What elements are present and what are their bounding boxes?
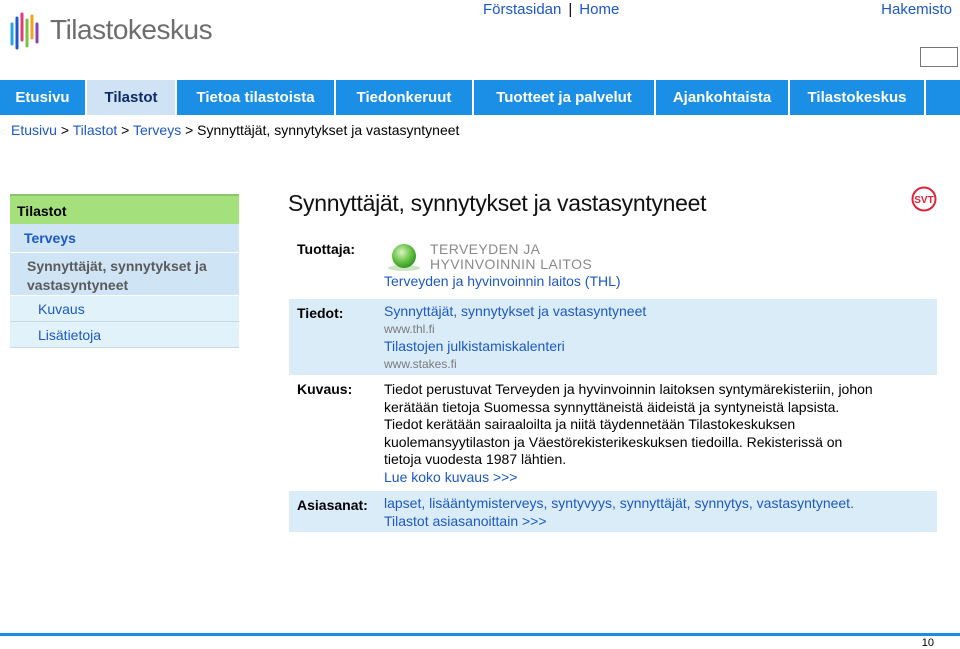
logo-text: Tilastokeskus bbox=[50, 14, 213, 45]
description-line: Tiedot kerätään sairaaloilta ja niitä täydennetään Tilastokeskuksen bbox=[384, 416, 796, 432]
breadcrumb-tilastot[interactable]: Tilastot bbox=[72, 122, 118, 138]
thl-globe-icon bbox=[384, 241, 424, 273]
breadcrumb bbox=[11, 122, 459, 138]
keywords-links[interactable]: lapset, lisääntymisterveys, syntyvyys, synnyttäjät, synnytys, vastasyntyneet. bbox=[384, 495, 854, 511]
breadcrumb-etusivu[interactable]: Etusivu bbox=[11, 122, 57, 138]
search-input[interactable] bbox=[920, 47, 958, 67]
link-thl[interactable]: Terveyden ja hyvinvoinnin laitos (THL) bbox=[384, 273, 621, 289]
link-hakemisto[interactable]: Hakemisto bbox=[881, 1, 952, 18]
main-navigation bbox=[0, 80, 960, 115]
link-lue-koko-kuvaus[interactable]: Lue koko kuvaus >>> bbox=[384, 468, 518, 485]
link-forstasidan[interactable]: Förstasidan bbox=[483, 1, 562, 18]
breadcrumb-separator: > bbox=[185, 122, 194, 138]
nav-tiedonkeruut[interactable]: Tiedonkeruut bbox=[336, 80, 472, 115]
sidebar-item-topic[interactable]: Synnyttäjät, synnytykset ja vastasyntyneet bbox=[10, 253, 239, 296]
nav-tuotteet-ja-palvelut[interactable]: Tuotteet ja palvelut bbox=[474, 80, 654, 115]
sidebar-item-lisatietoja[interactable]: Lisätietoja bbox=[10, 322, 239, 348]
sidebar-item-kuvaus[interactable]: Kuvaus bbox=[10, 296, 239, 322]
label-tiedot: Tiedot: bbox=[297, 305, 344, 321]
description-line: kuolemansyytilaston ja Väestörekisterikeskuksen tiedoilla. Rekisterissä on bbox=[384, 433, 843, 450]
svt-icon bbox=[911, 186, 937, 212]
nav-ajankohtaista[interactable]: Ajankohtaista bbox=[656, 80, 788, 115]
thl-logo-line1: TERVEYDEN JA bbox=[430, 241, 541, 257]
link-julkistamiskalenteri[interactable]: Tilastojen julkistamiskalenteri bbox=[384, 338, 565, 354]
page-title: Synnyttäjät, synnytykset ja vastasyntyneet bbox=[288, 190, 707, 216]
info-table bbox=[289, 235, 937, 532]
sidebar-heading[interactable]: Tilastot bbox=[10, 194, 239, 224]
label-asiasanat: Asiasanat: bbox=[297, 497, 368, 513]
link-tiedot-stats[interactable]: Synnyttäjät, synnytykset ja vastasyntyneet bbox=[384, 303, 647, 319]
description-line: tietoja vuodesta 1987 lähtien. bbox=[384, 451, 567, 467]
nav-tilastokeskus[interactable]: Tilastokeskus bbox=[790, 80, 924, 115]
row-tiedot bbox=[289, 299, 937, 375]
breadcrumb-separator: > bbox=[60, 122, 69, 138]
svt-text: SVT bbox=[914, 195, 934, 206]
link-separator: | bbox=[568, 1, 573, 18]
description-line: Tiedot perustuvat Terveyden ja hyvinvoinnin laitoksen syntymärekisteriin, johon bbox=[384, 381, 873, 397]
nav-tilastot[interactable]: Tilastot bbox=[87, 80, 175, 115]
description-line: kerätään tietoja Suomessa synnyttäneistä äideistä ja syntyneistä lapsista. bbox=[384, 398, 840, 415]
link-tilastot-asiasanoittain[interactable]: Tilastot asiasanoittain >>> bbox=[384, 512, 547, 529]
sidebar bbox=[10, 194, 239, 348]
page-number: 10 bbox=[921, 637, 934, 649]
thl-logo[interactable] bbox=[384, 241, 929, 273]
label-kuvaus: Kuvaus: bbox=[297, 381, 353, 397]
tilastokeskus-logo[interactable] bbox=[8, 10, 212, 50]
row-asiasanat bbox=[289, 491, 937, 532]
row-kuvaus bbox=[289, 375, 937, 491]
sidebar-item-terveys[interactable]: Terveys bbox=[10, 224, 239, 253]
svt-logo bbox=[911, 186, 937, 217]
nav-filler bbox=[926, 80, 960, 115]
thl-logo-line2: HYVINVOINNIN LAITOS bbox=[430, 256, 593, 272]
label-tuottaja: Tuottaja: bbox=[297, 241, 356, 257]
footer-divider bbox=[0, 633, 960, 636]
url-stakes: www.stakes.fi bbox=[384, 356, 457, 371]
link-home[interactable]: Home bbox=[579, 1, 620, 18]
breadcrumb-terveys[interactable]: Terveys bbox=[132, 122, 182, 138]
language-links bbox=[483, 1, 619, 18]
row-tuottaja bbox=[289, 235, 937, 299]
nav-tietoa-tilastoista[interactable]: Tietoa tilastoista bbox=[177, 80, 334, 115]
breadcrumb-separator: > bbox=[121, 122, 130, 138]
nav-etusivu[interactable]: Etusivu bbox=[0, 80, 85, 115]
url-thl: www.thl.fi bbox=[384, 321, 435, 336]
breadcrumb-current: Synnyttäjät, synnytykset ja vastasyntyneet bbox=[197, 122, 460, 138]
tilastokeskus-logo-icon bbox=[8, 10, 42, 50]
